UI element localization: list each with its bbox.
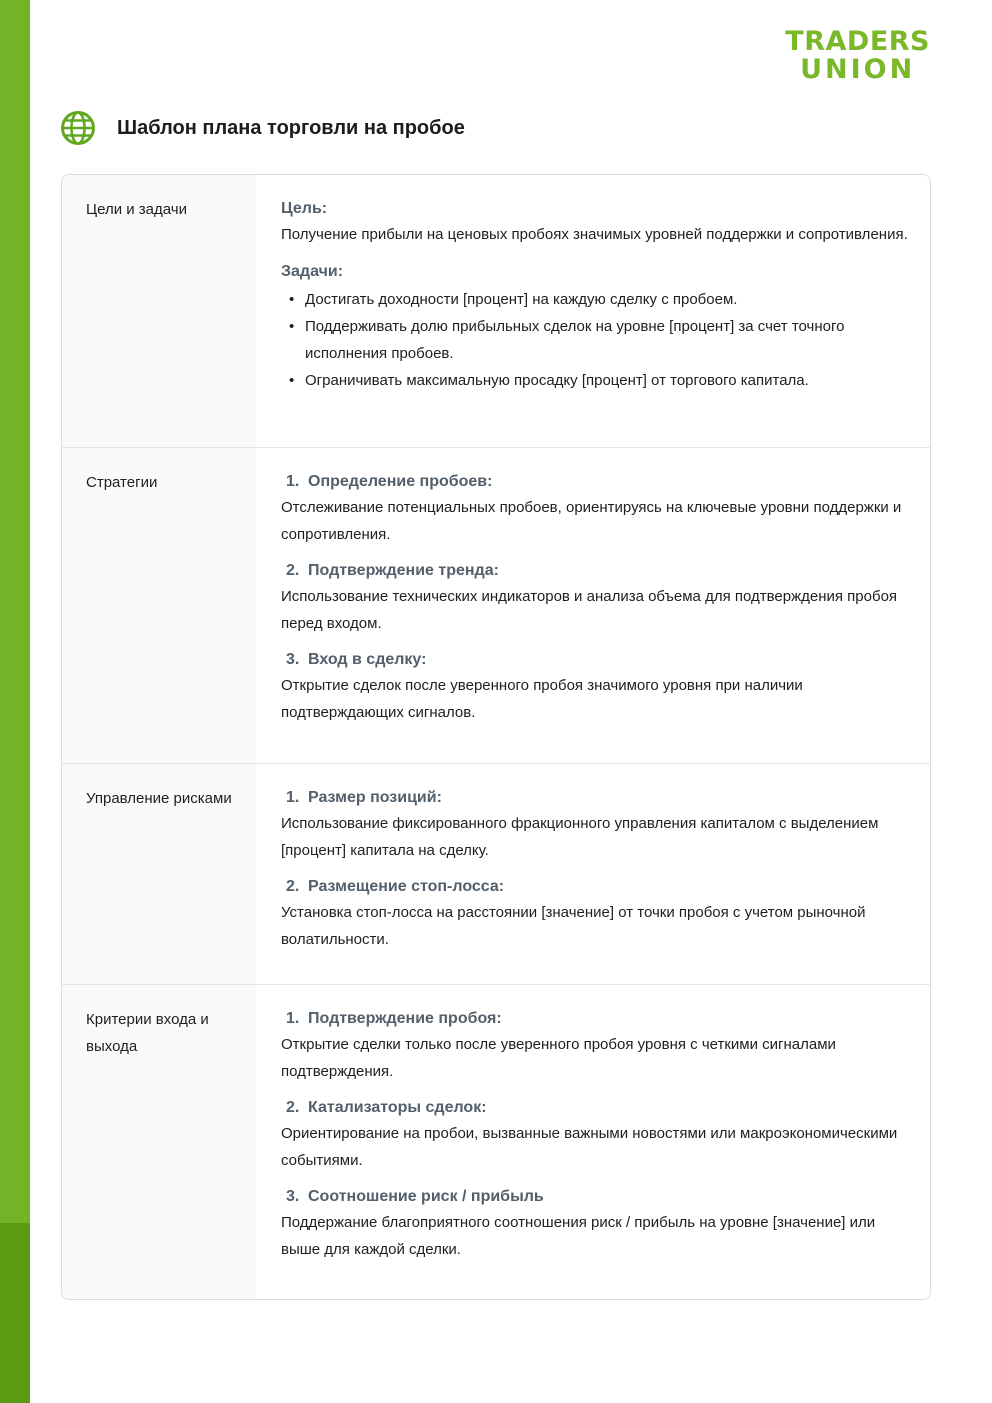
- row-content: [256, 175, 930, 447]
- item-number: 3.: [286, 1188, 300, 1205]
- table-row-risk: [62, 763, 930, 984]
- item-heading: [281, 1007, 910, 1031]
- risk-item: [281, 875, 910, 953]
- traders-union-logo: [785, 28, 930, 84]
- goal-section: [281, 197, 910, 248]
- item-heading: [281, 470, 910, 494]
- bullet: •: [289, 372, 295, 389]
- item-text: Использование технических индикаторов и анализа объема для подтверждения пробоя перед входом.: [281, 588, 898, 632]
- task-text: Ограничивать максимальную просадку [процент] от торгового капитала.: [305, 372, 809, 389]
- item-number: 2.: [286, 878, 300, 895]
- item-number: 1.: [286, 1010, 300, 1027]
- item-text: Поддержание благоприятного соотношения риск / прибыль на уровне [значение] или выше для каждой сделки.: [281, 1214, 876, 1258]
- goal-text: Получение прибыли на ценовых пробоях значимых уровней поддержки и сопротивления.: [281, 226, 908, 243]
- goal-heading: Цель:: [281, 200, 328, 217]
- item-title: Определение пробоев:: [308, 473, 493, 490]
- row-content: [256, 448, 930, 763]
- item-text: Открытие сделок после уверенного пробоя значимого уровня при наличии подтверждающих сигналов.: [281, 677, 803, 721]
- task-text: Поддерживать долю прибыльных сделок на уровне [процент] за счет точного исполнения пробоев.: [305, 318, 845, 362]
- list-item: [281, 313, 910, 367]
- row-label: Критерии входа и выхода: [62, 985, 256, 1299]
- logo-line-2: UNION: [800, 54, 916, 85]
- item-heading: [281, 875, 910, 899]
- row-label: Управление рисками: [62, 764, 256, 984]
- item-number: 1.: [286, 789, 300, 806]
- criteria-item: [281, 1007, 910, 1085]
- item-text: Использование фиксированного фракционного управления капиталом с выделением [процент] капитала на сделку.: [281, 815, 879, 859]
- page-title: Шаблон плана торговли на пробое: [117, 116, 465, 139]
- item-text: Ориентирование на пробои, вызванные важными новостями или макроэкономическими событиями.: [281, 1125, 898, 1169]
- strategy-item: [281, 559, 910, 637]
- item-title: Вход в сделку:: [308, 651, 427, 668]
- globe-icon: [60, 110, 96, 146]
- list-item: [281, 367, 910, 394]
- item-title: Размер позиций:: [308, 789, 442, 806]
- strategy-item: [281, 470, 910, 548]
- criteria-item: [281, 1096, 910, 1174]
- strategy-item: [281, 648, 910, 726]
- bullet: •: [289, 318, 295, 335]
- tasks-heading: Задачи:: [281, 263, 344, 280]
- page-header: [60, 110, 465, 146]
- item-heading: [281, 648, 910, 672]
- table-row-goals: [62, 175, 930, 447]
- risk-item: [281, 786, 910, 864]
- side-accent-bar: [0, 0, 30, 1223]
- logo-line-1: TRADERS: [785, 26, 930, 57]
- row-content: [256, 985, 930, 1299]
- row-content: [256, 764, 930, 984]
- item-title: Подтверждение тренда:: [308, 562, 499, 579]
- item-title: Размещение стоп-лосса:: [308, 878, 505, 895]
- item-text: Отслеживание потенциальных пробоев, ориентируясь на ключевые уровни поддержки и сопротивления.: [281, 499, 902, 543]
- item-heading: [281, 786, 910, 810]
- item-number: 2.: [286, 562, 300, 579]
- item-title: Соотношение риск / прибыль: [308, 1188, 544, 1205]
- row-label: Стратегии: [62, 448, 256, 763]
- list-item: [281, 286, 910, 313]
- plan-table: [61, 174, 931, 1300]
- tasks-section: [281, 260, 910, 394]
- item-number: 3.: [286, 651, 300, 668]
- tasks-list: [281, 286, 910, 394]
- table-row-strategies: [62, 447, 930, 763]
- item-number: 1.: [286, 473, 300, 490]
- item-title: Катализаторы сделок:: [308, 1099, 487, 1116]
- item-title: Подтверждение пробоя:: [308, 1010, 502, 1027]
- criteria-item: [281, 1185, 910, 1263]
- task-text: Достигать доходности [процент] на каждую сделку с пробоем.: [305, 291, 738, 308]
- item-text: Открытие сделки только после уверенного пробоя уровня с четкими сигналами подтверждения.: [281, 1036, 836, 1080]
- item-heading: [281, 559, 910, 583]
- item-text: Установка стоп-лосса на расстоянии [значение] от точки пробоя с учетом рыночной волатильности.: [281, 904, 866, 948]
- side-accent-bar-bottom: [0, 1223, 30, 1403]
- item-heading: [281, 1185, 910, 1209]
- table-row-criteria: [62, 984, 930, 1299]
- row-label: Цели и задачи: [62, 175, 256, 447]
- item-heading: [281, 1096, 910, 1120]
- bullet: •: [289, 291, 295, 308]
- item-number: 2.: [286, 1099, 300, 1116]
